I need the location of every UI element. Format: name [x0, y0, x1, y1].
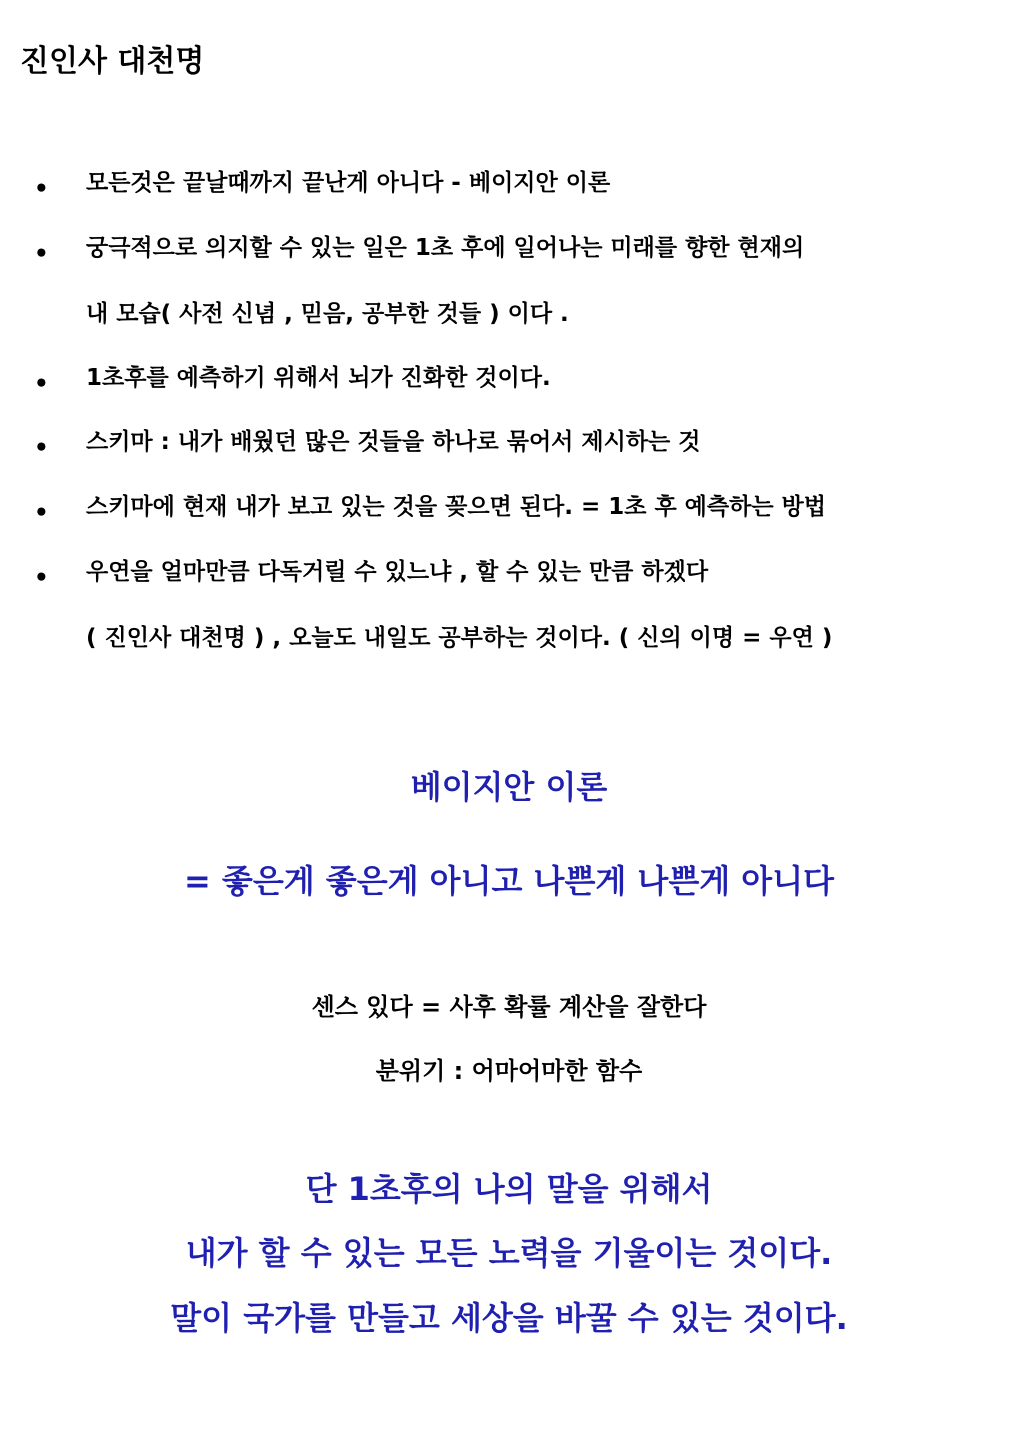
bullet-dot: •	[34, 371, 49, 397]
bullet-line: 1초후를 예측하기 위해서 뇌가 진화한 것이다.	[86, 365, 551, 391]
bullet-dot: •	[34, 435, 49, 461]
bullet-line: 모든것은 끝날때까지 끝난게 아니다 - 베이지안 이론	[86, 170, 611, 196]
bullet-dot: •	[34, 500, 49, 526]
mood-note: 분위기 : 어마어마한 함수	[375, 1057, 643, 1085]
bayes-definition: = 좋은게 좋은게 아니고 나쁜게 나쁜게 아니다	[183, 862, 835, 900]
bullet-dot: •	[34, 565, 49, 591]
closing-line: 단 1초후의 나의 말을 위해서	[305, 1170, 713, 1208]
bullet-dot: •	[34, 176, 49, 202]
sense-note: 센스 있다 = 사후 확률 계산을 잘한다	[311, 993, 707, 1021]
bullet-line-continuation: 내 모습( 사전 신념 , 믿음, 공부한 것들 ) 이다 .	[86, 301, 569, 327]
bullet-line-continuation: ( 진인사 대천명 ) , 오늘도 내일도 공부하는 것이다. ( 신의 이명 = 우연 )	[86, 625, 833, 651]
page-title: 진인사 대천명	[20, 44, 205, 79]
closing-line: 내가 할 수 있는 모든 노력을 기울이는 것이다.	[185, 1234, 833, 1272]
bullet-dot: •	[34, 241, 49, 267]
closing-line: 말이 국가를 만들고 세상을 바꿀 수 있는 것이다.	[170, 1299, 848, 1337]
bayes-heading: 베이지안 이론	[410, 768, 608, 806]
bullet-line: 스키마에 현재 내가 보고 있는 것을 꽂으면 된다. = 1초 후 예측하는 방법	[86, 494, 826, 520]
bullet-line: 우연을 얼마만큼 다독거릴 수 있느냐 , 할 수 있는 만큼 하겠다	[86, 559, 709, 585]
bullet-line: 궁극적으로 의지할 수 있는 일은 1초 후에 일어나는 미래를 향한 현재의	[86, 235, 805, 261]
bullet-line: 스키마 : 내가 배웠던 많은 것들을 하나로 묶어서 제시하는 것	[86, 429, 701, 455]
